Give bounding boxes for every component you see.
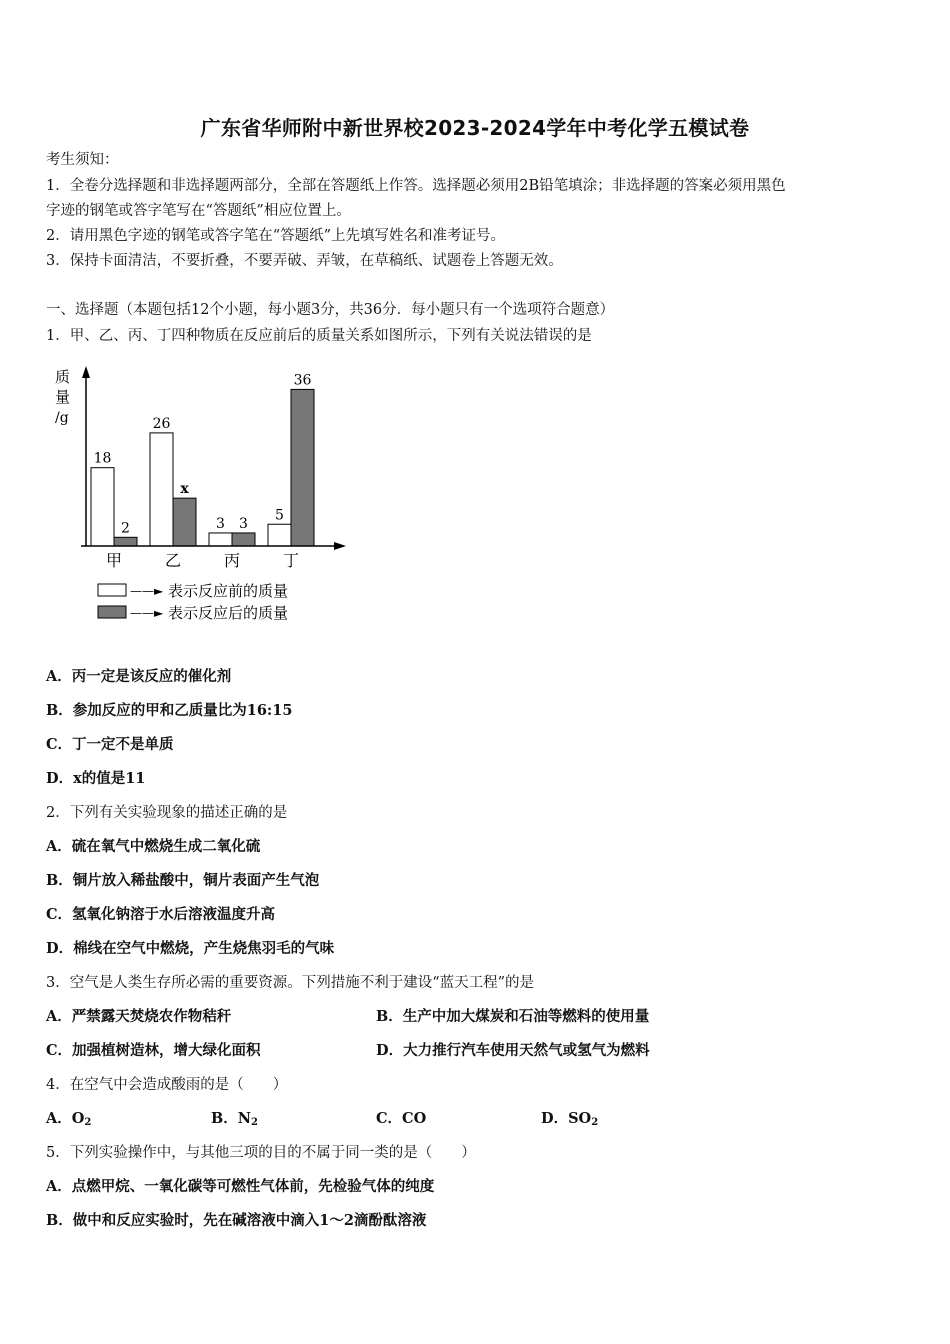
- bar-after-甲: [114, 537, 137, 546]
- q4-option-a: A．$O_2$: [46, 1110, 92, 1128]
- q3-option-a: A．严禁露天焚烧农作物秸秆: [46, 1008, 232, 1025]
- q5-option-a: A．点燃甲烷、一氧化碳等可燃性气体前，先检验气体的纯度: [46, 1178, 435, 1195]
- question-2-stem: 2．下列有关实验现象的描述正确的是: [46, 805, 288, 821]
- data-label: 3: [239, 515, 248, 532]
- bar-after-丙: [232, 533, 255, 546]
- y-axis-arrow: [82, 366, 90, 378]
- notice-item: 3．保持卡面清洁，不要折叠，不要弄破、弄皱，在草稿纸、试题卷上答题无效。: [46, 253, 563, 269]
- q2-option-b: B．铜片放入稀盐酸中，铜片表面产生气泡: [46, 872, 320, 889]
- data-label: x: [180, 481, 189, 498]
- legend-label-before: 表示反应前的质量: [168, 582, 289, 600]
- legend-arrow: ——►: [130, 584, 164, 598]
- data-label: 18: [93, 450, 112, 467]
- bar-after-丁: [291, 389, 314, 546]
- legend-swatch-after: [98, 606, 126, 618]
- notice-item: 1．全卷分选择题和非选择题两部分，全部在答题纸上作答。选择题必须用2B铅笔填涂；非选择题的答案必须用黑色: [46, 178, 786, 194]
- q2-option-d: D．棉线在空气中燃烧，产生烧焦羽毛的气味: [46, 940, 335, 957]
- x-axis-arrow: [334, 542, 346, 550]
- data-label: 26: [152, 415, 171, 432]
- notice-item: 2．请用黑色字迹的钢笔或答字笔在“答题纸”上先填写姓名和准考证号。: [46, 228, 506, 244]
- data-label: 3: [216, 515, 225, 532]
- category-label: 乙: [164, 551, 182, 570]
- y-axis-label-char: /g: [55, 410, 69, 426]
- q2-option-c: C．氢氧化钠溶于水后溶液温度升高: [46, 906, 276, 923]
- bar-before-甲: [91, 468, 114, 546]
- legend-label-after: 表示反应后的质量: [168, 604, 289, 622]
- data-label: 36: [293, 372, 312, 389]
- category-label: 丙: [223, 551, 241, 570]
- q4-option-b: B．$N_2$: [211, 1110, 258, 1128]
- bar-before-乙: [150, 433, 173, 546]
- q1-option-b: B．参加反应的甲和乙质量比为16:15: [46, 702, 293, 719]
- section-heading: 一、选择题（本题包括12个小题，每小题3分，共36分．每小题只有一个选项符合题意）: [46, 302, 615, 318]
- q1-option-c: C．丁一定不是单质: [46, 736, 174, 753]
- page-title: 广东省华师附中新世界校2023-2024学年中考化学五模试卷: [200, 116, 750, 140]
- bar-before-丙: [209, 533, 232, 546]
- notice-heading: 考生须知：: [46, 152, 119, 168]
- q5-option-b: B．做中和反应实验时，先在碱溶液中滴入1～2滴酚酞溶液: [46, 1212, 427, 1229]
- question-1-stem: 1．甲、乙、丙、丁四种物质在反应前后的质量关系如图所示，下列有关说法错误的是: [46, 328, 592, 344]
- bar-before-丁: [268, 524, 291, 546]
- question-5-stem: 5．下列实验操作中，与其他三项的目的不属于同一类的是（ ）: [46, 1145, 476, 1161]
- question-4-stem: 4．在空气中会造成酸雨的是（ ）: [46, 1077, 288, 1093]
- question-3-stem: 3．空气是人类生存所必需的重要资源。下列措施不利于建设“蓝天工程”的是: [46, 975, 535, 991]
- mass-bar-chart: [46, 352, 356, 632]
- notice-item: 字迹的钢笔或答字笔写在“答题纸”相应位置上。: [46, 203, 351, 219]
- q2-option-a: A．硫在氧气中燃烧生成二氧化硫: [46, 838, 261, 855]
- q4-option-c: C．CO: [376, 1110, 427, 1127]
- legend-arrow: ——►: [130, 606, 164, 620]
- q3-option-d: D．大力推行汽车使用天然气或氢气为燃料: [376, 1042, 650, 1059]
- y-axis-label-char: 量: [55, 388, 71, 406]
- q3-option-b: B．生产中加大煤炭和石油等燃料的使用量: [376, 1008, 650, 1025]
- bar-after-乙: [173, 498, 196, 546]
- y-axis-label-char: 质: [55, 368, 71, 386]
- data-label: 2: [121, 520, 130, 537]
- category-label: 丁: [282, 551, 300, 570]
- q1-option-a: A．丙一定是该反应的催化剂: [46, 668, 232, 685]
- legend-swatch-before: [98, 584, 126, 596]
- category-label: 甲: [105, 551, 123, 570]
- data-label: 5: [275, 507, 284, 524]
- q4-option-d: D．$SO_2$: [541, 1110, 599, 1128]
- q3-option-c: C．加强植树造林，增大绿化面积: [46, 1042, 261, 1059]
- q1-option-d: D．x的值是11: [46, 770, 146, 787]
